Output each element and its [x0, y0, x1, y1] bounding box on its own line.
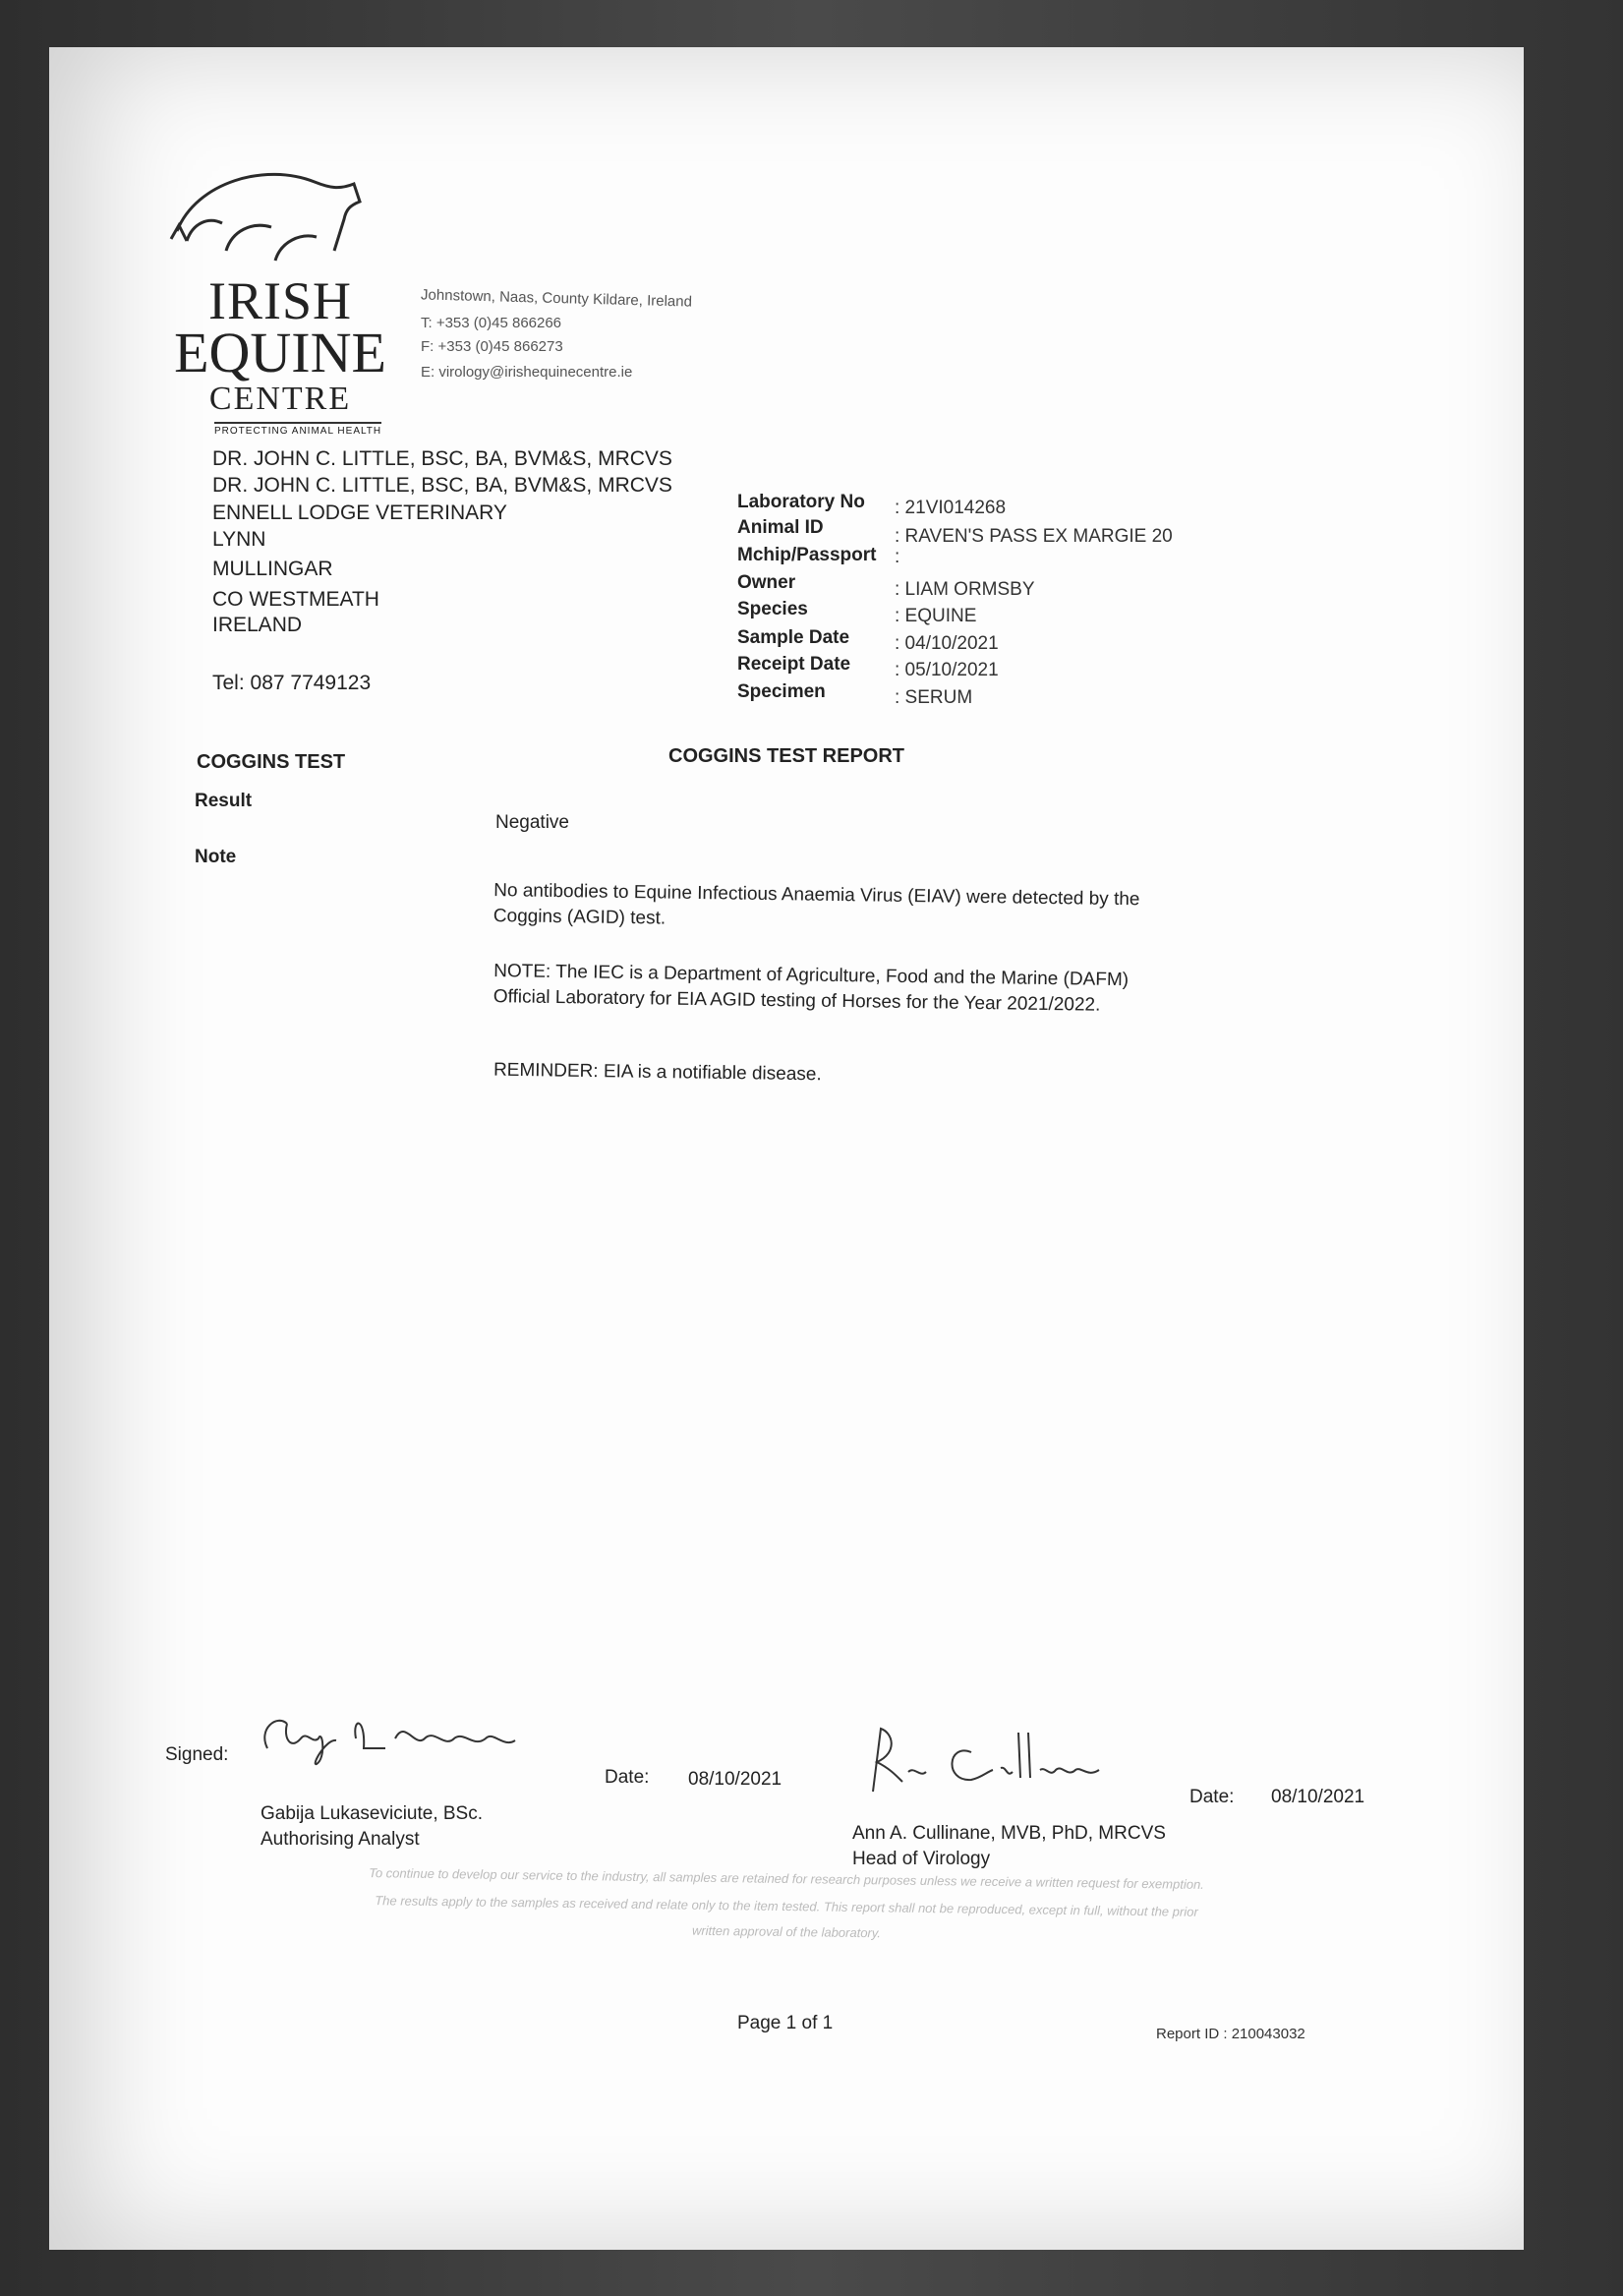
- org-address: Johnstown, Naas, County Kildare, Ireland: [420, 286, 693, 311]
- signed-label: Signed:: [165, 1744, 229, 1765]
- recipient-line-6: CO WESTMEATH: [212, 588, 379, 611]
- logo-word-centre: CENTRE: [208, 381, 352, 417]
- recipient-line-7: IRELAND: [212, 614, 303, 636]
- right-date-label: Date:: [1189, 1787, 1235, 1807]
- detail-value-sample-date: : 04/10/2021: [895, 633, 999, 654]
- disclaimer-line-1: To continue to develop our service to the industry, all samples are retained for research purposes unless we receive a written request for exemption.: [369, 1865, 1204, 1892]
- detail-label-mchip: Mchip/Passport: [737, 545, 877, 565]
- detail-label-specimen: Specimen: [737, 681, 826, 702]
- horse-head-icon: [157, 162, 403, 270]
- detail-value-species: : EQUINE: [895, 606, 977, 626]
- recipient-tel: Tel: 087 7749123: [212, 672, 372, 694]
- result-value: Negative: [495, 812, 569, 833]
- detail-label-lab-no: Laboratory No: [737, 492, 865, 512]
- detail-value-specimen: : SERUM: [895, 687, 973, 708]
- disclaimer-line-2: The results apply to the samples as received and relate only to the item tested. This report shall not be reproduced, except in full, without the prior: [375, 1893, 1198, 1919]
- left-signer-role: Authorising Analyst: [261, 1829, 420, 1850]
- right-date-value: 08/10/2021: [1271, 1787, 1365, 1807]
- detail-value-lab-no: : 21VI014268: [895, 498, 1007, 518]
- detail-label-sample-date: Sample Date: [737, 627, 850, 648]
- org-email: E: virology@irishequinecentre.ie: [421, 364, 633, 381]
- right-signer-name: Ann A. Cullinane, MVB, PhD, MRCVS: [852, 1823, 1166, 1844]
- detail-label-animal-id: Animal ID: [737, 517, 824, 538]
- org-phone: T: +353 (0)45 866266: [421, 315, 562, 331]
- recipient-line-1: DR. JOHN C. LITTLE, BSC, BA, BVM&S, MRCVS: [212, 447, 672, 470]
- left-date-value: 08/10/2021: [688, 1769, 783, 1790]
- recipient-line-5: MULLINGAR: [212, 558, 333, 580]
- detail-value-mchip: :: [895, 547, 900, 567]
- logo-word-equine: EQUINE: [174, 321, 386, 384]
- detail-value-owner: : LIAM ORMSBY: [895, 579, 1035, 600]
- logo-word-irish: IRISH: [207, 271, 352, 330]
- detail-value-animal-id: : RAVEN'S PASS EX MARGIE 20: [895, 526, 1173, 547]
- recipient-line-2: DR. JOHN C. LITTLE, BSC, BA, BVM&S, MRCVS: [212, 474, 672, 497]
- irish-equine-centre-logo: [157, 162, 403, 437]
- note-dafm: NOTE: The IEC is a Department of Agriculture, Food and the Marine (DAFM) Official Laboratory for EIA AGID testing of Horses for the Year 2021/2022.: [493, 961, 1130, 1016]
- left-date-label: Date:: [605, 1767, 650, 1788]
- note-label: Note: [195, 847, 237, 867]
- org-fax: F: +353 (0)45 866273: [421, 338, 563, 355]
- note-antibodies: No antibodies to Equine Infectious Anaemia Virus (EIAV) were detected by the Coggins (AGID) test.: [493, 880, 1140, 929]
- detail-label-receipt-date: Receipt Date: [737, 654, 851, 675]
- disclaimer-line-3: written approval of the laboratory.: [691, 1922, 882, 1941]
- reminder-text: REMINDER: EIA is a notifiable disease.: [493, 1059, 822, 1086]
- section-title: COGGINS TEST: [197, 751, 346, 773]
- right-signer-role: Head of Virology: [852, 1849, 991, 1869]
- right-signature: [853, 1723, 1119, 1801]
- left-signer-name: Gabija Lukaseviciute, BSc.: [261, 1803, 484, 1824]
- left-signature: [258, 1709, 533, 1768]
- detail-label-owner: Owner: [737, 572, 796, 593]
- recipient-line-3: ENNELL LODGE VETERINARY: [212, 501, 507, 524]
- result-label: Result: [195, 791, 253, 811]
- report-id: Report ID : 210043032: [1156, 2026, 1305, 2042]
- logo-tagline: PROTECTING ANIMAL HEALTH: [214, 422, 381, 437]
- recipient-line-4: LYNN: [212, 528, 266, 551]
- detail-label-species: Species: [737, 599, 808, 619]
- page-number: Page 1 of 1: [737, 2013, 834, 2033]
- report-title: COGGINS TEST REPORT: [668, 745, 905, 767]
- detail-value-receipt-date: : 05/10/2021: [895, 660, 999, 680]
